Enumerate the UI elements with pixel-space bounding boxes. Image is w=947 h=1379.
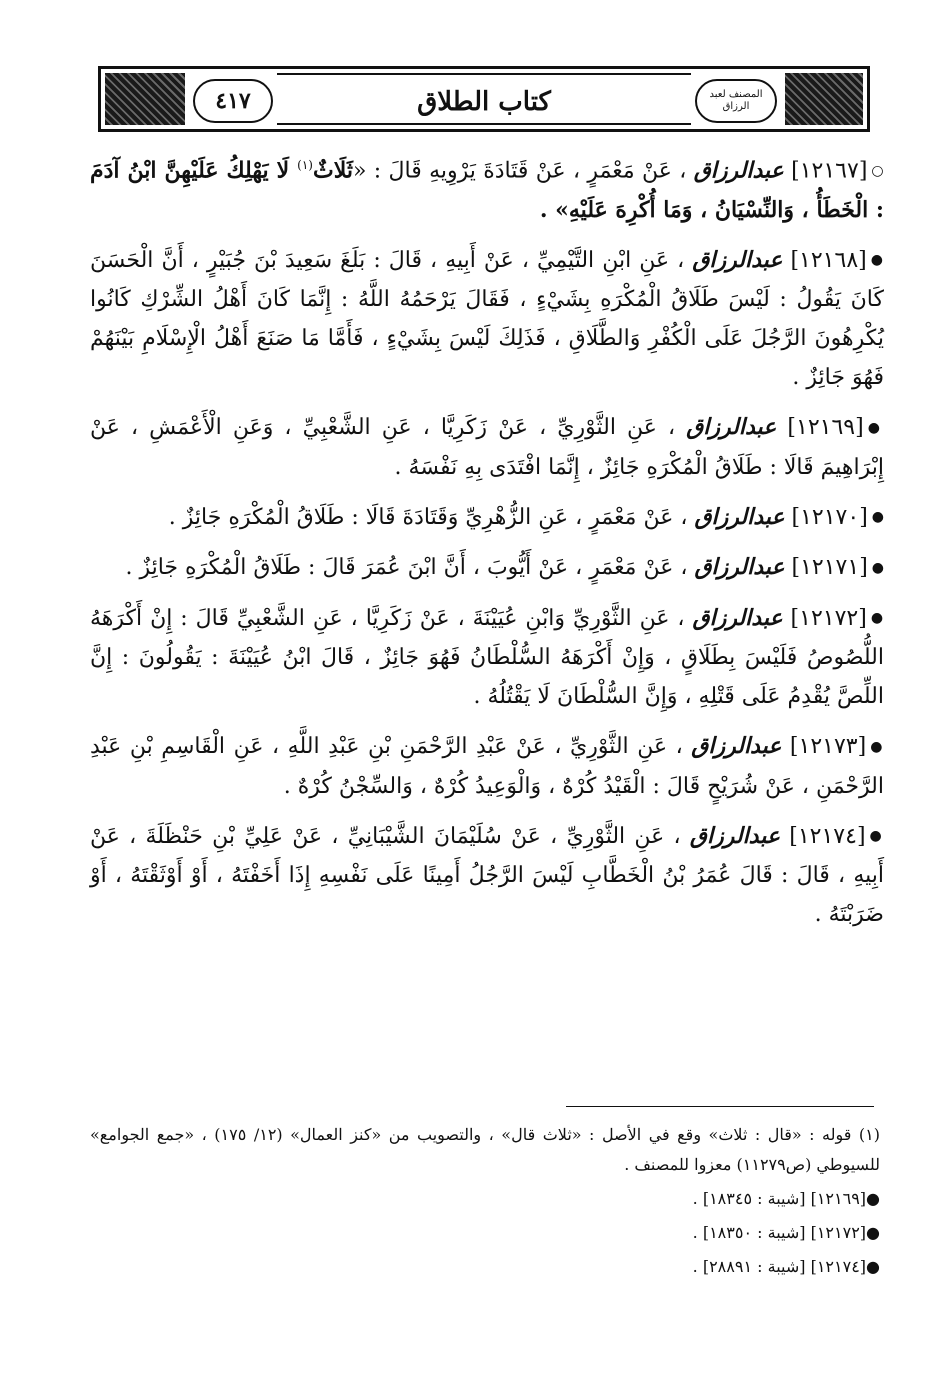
entry-marker: ● (867, 419, 885, 436)
narrator-name: عبدالرزاق (694, 503, 785, 530)
narrator-name: عبدالرزاق (692, 604, 783, 631)
entry-text-bold: لَا يَهْلِكُ عَلَيْهِنَّ ابْنُ آدَمَ : الْخَطَأُ ، وَالنِّسْيَانُ ، وَمَا أُكْرِهَ عَلَيْهِ» . (90, 157, 884, 223)
narrator-name: عبدالرزاق (686, 414, 777, 441)
entry-marker: ● (871, 509, 884, 526)
hadith-entry: ●[١٢١٦٨] عبدالرزاق ، عَنِ ابْنِ التَّيْمِيِّ ، عَنْ أَبِيهِ ، قَالَ : بَلَغَ سَعِيدَ بْنَ جُبَيْرٍ ، أَنَّ الْحَسَنَ كَانَ يَقُولُ : لَيْسَ طَلَاقُ الْمُكْرَهِ بِشَيْءٍ ، فَقَالَ يَرْحَمُهُ اللَّهُ : إِنَّمَا كَانَ أَهْلُ الشِّرْكِ كَانُوا يُكْرِهُونَ الرَّجُلَ عَلَى الْكُفْرِ وَالطَّلَاقِ ، فَذَلِكَ لَيْسَ بِشَيْءٍ ، فَأَمَّا مَا صَنَعَ أَهْلُ الْإِسْلَامِ بَيْنَهُمْ فَهُوَ جَائِزٌ . (90, 246, 885, 391)
footnotes (90, 1120, 880, 1282)
entry-number: ١٢١٦٩ (796, 415, 856, 441)
narrator-name: عبدالرزاق (689, 822, 780, 849)
entry-marker: ● (871, 559, 884, 576)
entry-bold-text: ثَلَاثٌ (312, 157, 353, 184)
narrator-name: عبدالرزاق (693, 157, 784, 184)
entry-marker: ● (870, 738, 885, 755)
citation-line: ●[١٢١٦٩] [شيبة : ١٨٣٤٥] . (692, 1189, 880, 1208)
header-ornament-left (105, 73, 185, 125)
hadith-entry: ●[١٢١٦٩] عبدالرزاق ، عَنِ الثَّوْرِيِّ ، عَنْ زَكَرِيَّا ، عَنِ الشَّعْبِيِّ ، وَعَنِ الْأَعْمَشِ ، عَنْ إِبْرَاهِيمَ قَالَا : طَلَاقُ الْمُكْرَهِ جَائِزٌ ، إِنَّمَا افْتَدَى بِهِ نَفْسَهُ . (90, 414, 885, 480)
narrator-name: عبدالرزاق (691, 733, 782, 760)
narrator-name: عبدالرزاق (694, 554, 785, 581)
footnote-text: (١) قوله : «قال : ثلاث» وقع في الأصل : «ثلاث قال» ، والتصويب من «كنز العمال» (١٢/ ١٧٥) ، «جمع الجوامع» للسيوطي (ص١١٢٧٩) معزوا للمصنف . (90, 1125, 881, 1174)
citation-line: ●[١٢١٧٢] [شيبة : ١٨٣٥٠] . (692, 1223, 880, 1242)
hadith-entry: ●[١٢١٧٠] عبدالرزاق ، عَنْ مَعْمَرٍ ، عَنِ الزُّهْرِيِّ وَقَتَادَةَ قَالَا : طَلَاقُ الْمُكْرَهِ جَائِزٌ . (168, 503, 884, 530)
entry-number: ١٢١٧٠ (800, 504, 860, 530)
entry-number: ١٢١٦٨ (799, 247, 859, 273)
hadith-entry: ○[١٢١٦٧] عبدالرزاق ، عَنْ مَعْمَرٍ ، عَنْ قَتَادَةَ يَرْوِيهِ قَالَ : «ثَلَاثٌ$^{(١)}$ لَا يَهْلِكُ عَلَيْهِنَّ ابْنُ آدَمَ : الْخَطَأُ ، وَالنِّسْيَانُ ، وَمَا أُكْرِهَ عَلَيْهِ» . (90, 157, 884, 223)
entry-number: ١٢١٧١ (800, 555, 860, 581)
entry-text: ، عَنِ الثَّوْرِيِّ ، عَنْ عَبْدِ الرَّحْمَنِ بْنِ عَبْدِ اللَّهِ ، عَنِ الْقَاسِمِ بْنِ عَبْدِ الرَّحْمَنِ ، عَنْ شُرَيْحٍ قَالَ : الْقَيْدُ كُرْهٌ ، وَالْوَعِيدُ كُرْهٌ ، وَالسِّجْنُ كُرْهٌ . (90, 734, 884, 799)
narrator-name: عبدالرزاق (692, 246, 783, 273)
header-ornament-right (785, 73, 863, 125)
entry-marker: ○ (871, 162, 884, 179)
entry-text: ، عَنْ مَعْمَرٍ ، عَنِ الزُّهْرِيِّ وَقَتَادَةَ قَالَا : طَلَاقُ الْمُكْرَهِ جَائِزٌ . (168, 504, 688, 530)
page-number: ٤١٧ (193, 79, 273, 123)
entry-text: ، عَنْ مَعْمَرٍ ، عَنْ قَتَادَةَ يَرْوِيهِ قَالَ : « (352, 158, 687, 184)
hadith-entry: ●[١٢١٧٢] عبدالرزاق ، عَنِ الثَّوْرِيِّ وَابْنِ عُيَيْنَةَ ، عَنْ زَكَرِيَّا ، عَنِ الشَّعْبِيِّ قَالَ : إِنْ أَكْرَهَهُ اللُّصُوصُ فَلَيْسَ بِطَلَاقٍ ، وَإِنْ أَكْرَهَهُ السُّلْطَانُ فَهُوَ جَائِزٌ ، قَالَ ابْنُ عُيَيْنَةَ : يَقُولُونَ : إِنَّ اللِّصَّ يُقْدِمُ عَلَى قَتْلِهِ ، وَإِنَّ السُّلْطَانَ لَا يَقْتُلُهُ . (90, 604, 885, 710)
citation-line: ●[١٢١٧٤] [شيبة : ٢٨٨٩١] . (692, 1257, 880, 1276)
entry-text: ، عَنْ مَعْمَرٍ ، عَنْ أَيُّوبَ ، أَنَّ ابْنَ عُمَرَ قَالَ : طَلَاقُ الْمُكْرَهِ جَائِزٌ . (125, 555, 688, 581)
entry-number: ١٢١٧٤ (797, 823, 857, 849)
book-logo: المصنف لعبد الرزاق (695, 79, 777, 123)
hadith-entry: ●[١٢١٧١] عبدالرزاق ، عَنْ مَعْمَرٍ ، عَنْ أَيُّوبَ ، أَنَّ ابْنَ عُمَرَ قَالَ : طَلَاقُ الْمُكْرَهِ جَائِزٌ . (125, 554, 884, 581)
entry-text: ، عَنِ ابْنِ التَّيْمِيِّ ، عَنْ أَبِيهِ ، قَالَ : بَلَغَ سَعِيدَ بْنَ جُبَيْرٍ ، أَنَّ الْحَسَنَ كَانَ يَقُولُ : لَيْسَ طَلَاقُ الْمُكْرَهِ بِشَيْءٍ ، فَقَالَ يَرْحَمُهُ اللَّهُ : إِنَّمَا كَانَ أَهْلُ الشِّرْكِ كَانُوا يُكْرِهُونَ الرَّجُلَ عَلَى الْكُفْرِ وَالطَّلَاقِ ، فَذَلِكَ لَيْسَ بِشَيْءٍ ، فَأَمَّا مَا صَنَعَ أَهْلُ الْإِسْلَامِ بَيْنَهُمْ فَهُوَ جَائِزٌ . (90, 247, 884, 391)
footnote-separator (566, 1106, 874, 1107)
entry-text: ، عَنِ الثَّوْرِيِّ ، عَنْ سُلَيْمَانَ الشَّيْبَانِيِّ ، عَنْ عَلِيِّ بْنِ حَنْظَلَةَ ، عَنْ أَبِيهِ ، قَالَ : قَالَ عُمَرُ بْنُ الْخَطَّابِ لَيْسَ الرَّجُلُ أَمِينًا عَلَى نَفْسِهِ إِذَا أَخَفْتَهُ ، أَوْ أَوْثَقْتَهُ ، أَوْ ضَرَبْتَهُ . (90, 823, 884, 928)
hadith-list (90, 146, 884, 945)
entry-number: ١٢١٧٣ (798, 734, 858, 760)
entry-text: ، عَنِ الثَّوْرِيِّ وَابْنِ عُيَيْنَةَ ، عَنْ زَكَرِيَّا ، عَنِ الشَّعْبِيِّ قَالَ : إِنْ أَكْرَهَهُ اللُّصُوصُ فَلَيْسَ بِطَلَاقٍ ، وَإِنْ أَكْرَهَهُ السُّلْطَانُ فَهُوَ جَائِزٌ ، قَالَ ابْنُ عُيَيْنَةَ : يَقُولُونَ : إِنَّ اللِّصَّ يُقْدِمُ عَلَى قَتْلِهِ ، وَإِنَّ السُّلْطَانَ لَا يَقْتُلُهُ . (90, 605, 884, 710)
page-header (98, 66, 870, 132)
entry-marker: ● (869, 828, 885, 845)
chapter-title: كتاب الطلاق (417, 87, 551, 117)
entry-number: ١٢١٦٧ (799, 158, 859, 184)
footnote-ref[interactable]: (١) (297, 158, 313, 172)
entry-number: ١٢١٧٢ (799, 605, 859, 631)
entry-text: ، عَنِ الثَّوْرِيِّ ، عَنْ زَكَرِيَّا ، عَنِ الشَّعْبِيِّ ، وَعَنِ الْأَعْمَشِ ، عَنْ إِبْرَاهِيمَ قَالَا : طَلَاقُ الْمُكْرَهِ جَائِزٌ ، إِنَّمَا افْتَدَى بِهِ نَفْسَهُ . (90, 415, 884, 480)
hadith-entry: ●[١٢١٧٤] عبدالرزاق ، عَنِ الثَّوْرِيِّ ، عَنْ سُلَيْمَانَ الشَّيْبَانِيِّ ، عَنْ عَلِيِّ بْنِ حَنْظَلَةَ ، عَنْ أَبِيهِ ، قَالَ : قَالَ عُمَرُ بْنُ الْخَطَّابِ لَيْسَ الرَّجُلُ أَمِينًا عَلَى نَفْسِهِ إِذَا أَخَفْتَهُ ، أَوْ أَوْثَقْتَهُ ، أَوْ ضَرَبْتَهُ . (90, 822, 885, 928)
entry-marker: ● (870, 610, 885, 627)
entry-marker: ● (870, 252, 885, 269)
header-title-frame (277, 73, 691, 125)
hadith-entry: ●[١٢١٧٣] عبدالرزاق ، عَنِ الثَّوْرِيِّ ، عَنْ عَبْدِ الرَّحْمَنِ بْنِ عَبْدِ اللَّهِ ، عَنِ الْقَاسِمِ بْنِ عَبْدِ الرَّحْمَنِ ، عَنْ شُرَيْحٍ قَالَ : الْقَيْدُ كُرْهٌ ، وَالْوَعِيدُ كُرْهٌ ، وَالسِّجْنُ كُرْهٌ . (90, 733, 885, 799)
